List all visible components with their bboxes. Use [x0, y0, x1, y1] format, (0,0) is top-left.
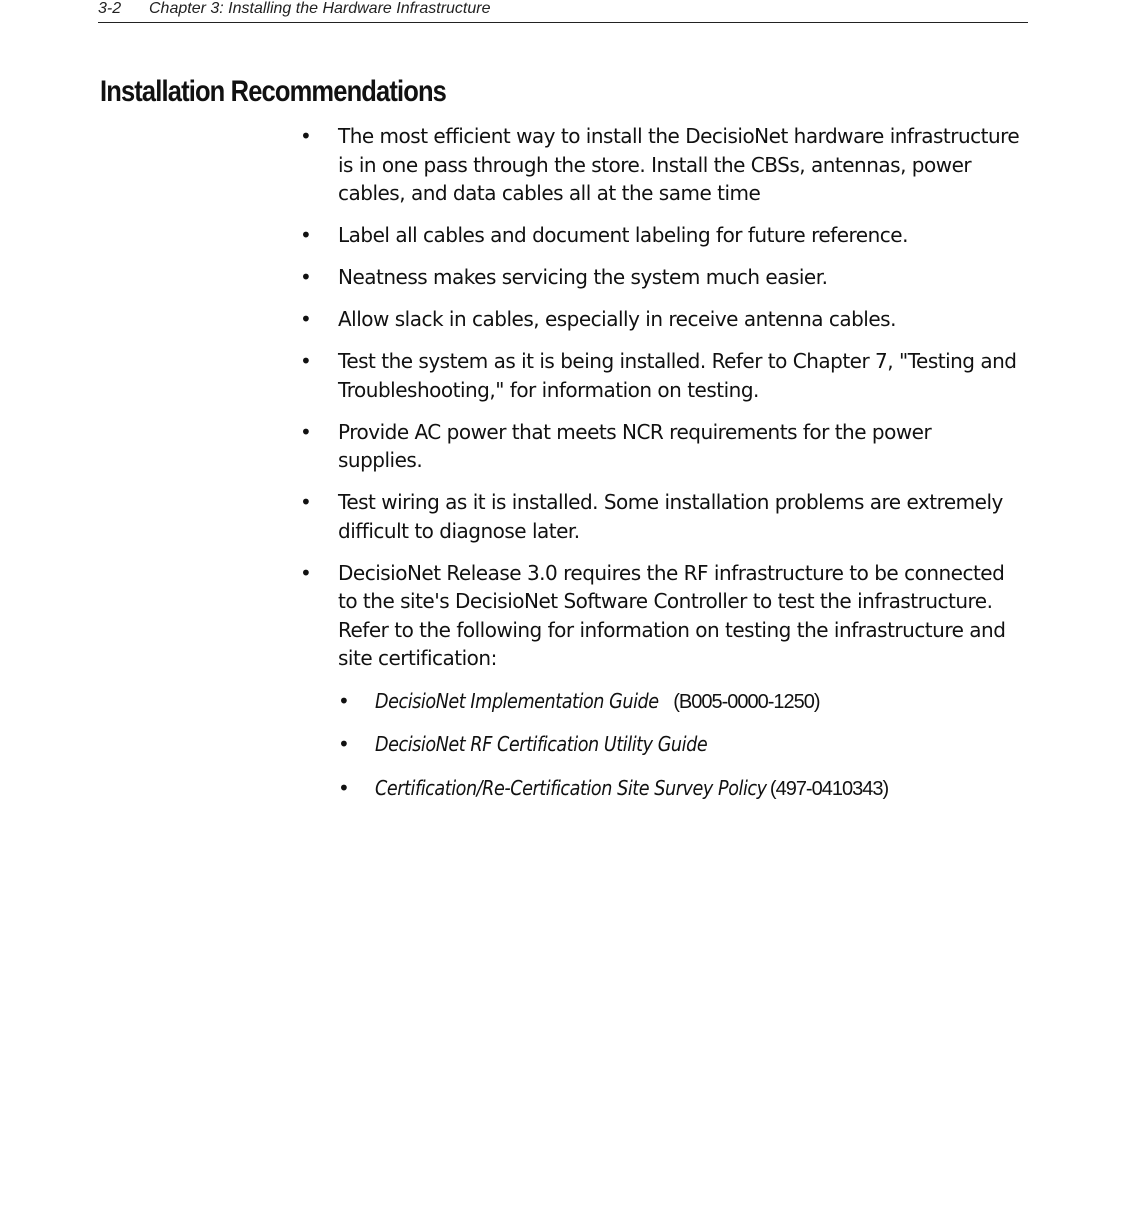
reference-number: (B005-0000-1250): [673, 690, 820, 713]
list-item: [300, 263, 1020, 292]
reference-item: [338, 774, 1020, 804]
reference-title: DecisioNet Implementation Guide: [375, 688, 659, 713]
page-header: [98, 0, 1028, 23]
recommendations-list: [300, 122, 1020, 817]
bullet-icon: •: [300, 124, 312, 148]
reference-item: [338, 687, 1020, 717]
bullet-icon: •: [338, 775, 350, 800]
list-item: [300, 488, 1020, 545]
list-item-text: DecisioNet Release 3.0 requires the RF infrastructure to be connected to the site's DecisioNet Software Controller to test the infrastructure. Refer to the following for information on testing the infrastructure and site certification:: [338, 560, 1006, 670]
bullet-icon: •: [338, 688, 350, 713]
list-item-text: Test the system as it is being installed. Refer to Chapter 7, "Testing and Troubleshooting," for information on testing.: [338, 349, 1017, 402]
list-item-text: Neatness makes servicing the system much easier.: [338, 265, 828, 289]
list-item: [300, 305, 1020, 334]
section-title: Installation Recommendations: [100, 75, 447, 108]
reference-item: [338, 730, 1020, 760]
reference-title: Certification/Re-Certification Site Survey Policy: [375, 775, 767, 800]
list-item-text: The most efficient way to install the DecisioNet hardware infrastructure is in one pass through the store. Install the CBSs, antennas, power cables, and data cables all at the same time: [338, 124, 1020, 205]
bullet-icon: •: [300, 307, 312, 331]
reference-list: [338, 687, 1020, 804]
bullet-icon: •: [300, 560, 312, 585]
list-item: [300, 418, 1020, 475]
bullet-icon: •: [338, 732, 350, 756]
list-item: [300, 347, 1020, 404]
list-item-text: Test wiring as it is installed. Some installation problems are extremely difficult to diagnose later.: [338, 490, 1003, 543]
list-item-text: Label all cables and document labeling for future reference.: [338, 223, 908, 247]
bullet-icon: •: [300, 490, 312, 514]
reference-title: DecisioNet RF Certification Utility Guide: [375, 732, 708, 756]
list-item: [300, 122, 1020, 208]
reference-number: (497-0410343): [769, 777, 889, 800]
bullet-icon: •: [300, 265, 312, 289]
page-number: 3-2: [98, 0, 122, 17]
list-item-text: Allow slack in cables, especially in receive antenna cables.: [338, 307, 896, 331]
bullet-icon: •: [300, 349, 312, 373]
bullet-icon: •: [300, 223, 312, 247]
list-item: [300, 221, 1020, 250]
bullet-icon: •: [300, 419, 312, 444]
list-item-text: Provide AC power that meets NCR requirements for the power supplies.: [338, 419, 932, 472]
chapter-title: Chapter 3: Installing the Hardware Infrastructure: [149, 0, 491, 17]
list-item: [300, 559, 1020, 804]
